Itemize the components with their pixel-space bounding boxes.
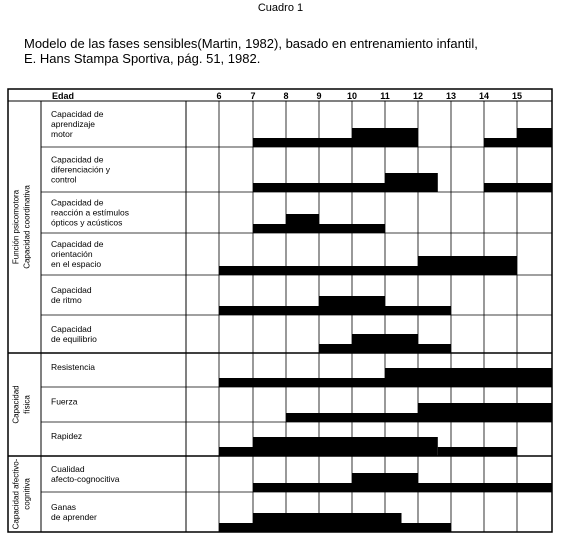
row-label: Capacidad bbox=[51, 324, 92, 334]
phase-bar-thick bbox=[253, 437, 438, 456]
phase-bar-thin bbox=[418, 483, 552, 492]
row-label: diferenciación y bbox=[51, 164, 111, 175]
phase-bar-thin bbox=[319, 344, 352, 353]
row-label: de equilibrio bbox=[51, 334, 97, 344]
header-edad: Edad bbox=[52, 91, 75, 101]
phase-bar-thick bbox=[352, 334, 418, 353]
phase-bar-thin bbox=[253, 224, 286, 233]
row-label: Cualidad bbox=[51, 464, 85, 474]
phase-bar-thin bbox=[438, 447, 517, 456]
phase-bar-thick bbox=[319, 296, 385, 315]
phase-bar-thick bbox=[517, 128, 552, 147]
age-label: 13 bbox=[445, 91, 457, 101]
phase-bar-thick bbox=[352, 473, 418, 492]
phase-bar-thick bbox=[352, 128, 418, 147]
header-row bbox=[8, 89, 552, 101]
row-label: Resistencia bbox=[51, 362, 95, 372]
phase-bar-thin bbox=[253, 183, 385, 192]
row-label: Capacidad de bbox=[51, 109, 104, 119]
phase-bar-thick bbox=[418, 403, 552, 422]
phase-bar-thin bbox=[219, 523, 253, 532]
group-label: Capacidad coordinativa bbox=[22, 185, 32, 269]
age-label: 14 bbox=[478, 91, 490, 101]
row-label: reacción a estímulos bbox=[51, 207, 129, 218]
row-label: control bbox=[51, 174, 77, 185]
row-label: ópticos y acústicos bbox=[51, 217, 123, 228]
row-label: Capacidad de bbox=[51, 197, 104, 208]
row-label: Rapidez bbox=[51, 431, 83, 441]
row-label: Capacidad de bbox=[51, 239, 104, 249]
age-label: 11 bbox=[380, 91, 390, 101]
group-label: Capacidad bbox=[11, 385, 21, 424]
row-label: afecto-cognocitiva bbox=[51, 474, 120, 484]
row-label: Capacidad de bbox=[51, 154, 104, 165]
group-label: Capacidad afectivo- bbox=[11, 458, 21, 530]
phase-bar-thin bbox=[219, 306, 319, 315]
row-label: motor bbox=[51, 129, 73, 139]
row-label: Capacidad bbox=[51, 285, 92, 295]
row-label: Ganas bbox=[51, 502, 77, 512]
phase-bar-thin bbox=[484, 138, 517, 147]
phase-bar-thin bbox=[253, 138, 352, 147]
age-label: 10 bbox=[346, 91, 358, 101]
phase-bar-thick bbox=[385, 173, 438, 192]
phase-bar-thick bbox=[286, 214, 319, 233]
phase-bar-thick bbox=[385, 368, 552, 387]
age-label: 9 bbox=[316, 91, 322, 101]
row-label: orientación bbox=[51, 249, 93, 259]
phase-bar-thin bbox=[219, 447, 253, 456]
age-label: 6 bbox=[216, 91, 222, 101]
row-label: de aprender bbox=[51, 512, 97, 522]
caption: Cuadro 1 bbox=[257, 2, 304, 14]
row-label: de ritmo bbox=[51, 295, 82, 305]
group-label: Función psicomotora bbox=[11, 189, 21, 265]
phase-bar-thin bbox=[418, 344, 451, 353]
phase-bar-thin bbox=[286, 413, 418, 422]
phase-bar-thin bbox=[385, 306, 451, 315]
row-label: Fuerza bbox=[51, 396, 78, 407]
group-label: física bbox=[22, 395, 32, 414]
age-label: 15 bbox=[511, 91, 523, 101]
age-label: 12 bbox=[412, 91, 424, 101]
subtitle-line-2: E. Hans Stampa Sportiva, pág. 51, 1982. bbox=[24, 51, 261, 66]
row-label: en el espacio bbox=[51, 259, 102, 269]
phase-bar-thin bbox=[484, 183, 552, 192]
phase-bar-thick bbox=[253, 513, 402, 532]
age-label: 7 bbox=[250, 91, 256, 101]
group-label: cognitiva bbox=[22, 478, 32, 510]
age-label: 8 bbox=[283, 91, 289, 101]
phase-bar-thick bbox=[418, 256, 517, 275]
row-label: aprendizaje bbox=[51, 119, 95, 129]
phase-bar-thin bbox=[402, 523, 452, 532]
phase-bar-thin bbox=[219, 378, 385, 387]
phase-bar-thin bbox=[253, 483, 352, 492]
phase-bar-thin bbox=[319, 224, 385, 233]
subtitle-line-1: Modelo de las fases sensibles(Martin, 1982), basado en entrenamiento infantil, bbox=[24, 36, 478, 51]
phase-bar-thin bbox=[219, 266, 418, 275]
